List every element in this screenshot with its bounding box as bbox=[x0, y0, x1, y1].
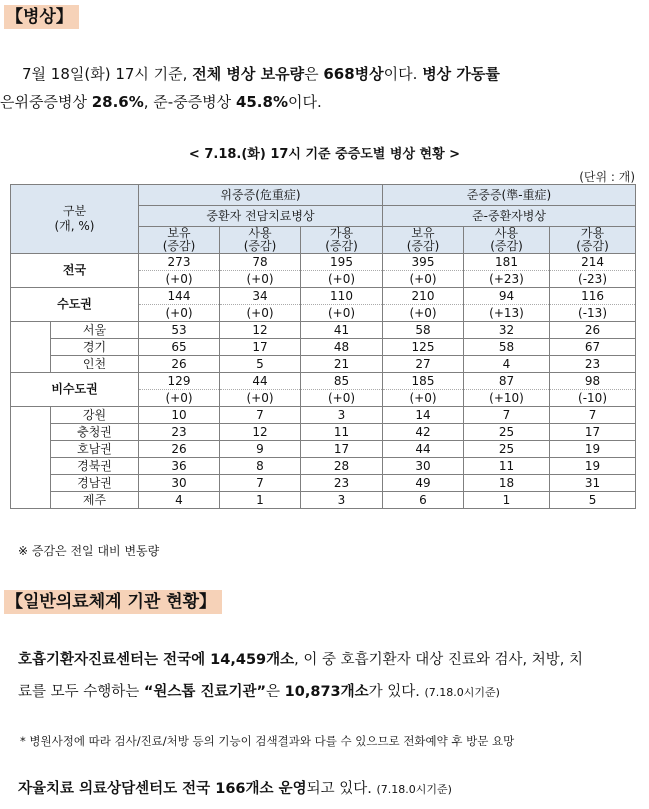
cell-value: 7 bbox=[464, 407, 550, 424]
general-line-1 bbox=[18, 648, 583, 669]
cell-value: 125 bbox=[383, 339, 464, 356]
cell-value: 21 bbox=[301, 356, 383, 373]
header-col-label: 보유 bbox=[411, 226, 435, 240]
cell-value: 25 bbox=[464, 441, 550, 458]
table-row bbox=[11, 254, 636, 271]
cell-value: 23 bbox=[550, 356, 636, 373]
cell-value: 17 bbox=[301, 441, 383, 458]
cell-value: 48 bbox=[301, 339, 383, 356]
row-name: 경북권 bbox=[51, 458, 139, 475]
cell-value: 44 bbox=[383, 441, 464, 458]
header-col-sub: (증감) bbox=[490, 239, 523, 253]
row-name: 경남권 bbox=[51, 475, 139, 492]
intro-line-1 bbox=[22, 63, 500, 84]
cell-value: 23 bbox=[301, 475, 383, 492]
header-col bbox=[220, 227, 301, 254]
cell-value: 12 bbox=[220, 424, 301, 441]
row-indent bbox=[11, 322, 51, 373]
header-col bbox=[464, 227, 550, 254]
general-text: , 이 중 호흡기환자 대상 진료와 검사, 처방, 치 bbox=[294, 652, 583, 668]
header-category bbox=[11, 185, 139, 254]
table-row bbox=[11, 492, 636, 509]
table-row bbox=[11, 407, 636, 424]
header-col-label: 가용 bbox=[329, 226, 354, 240]
header-group-critical: 위중증(危重症) bbox=[139, 185, 383, 206]
cell-value: 7 bbox=[220, 475, 301, 492]
cell-value: 129 bbox=[139, 373, 220, 390]
intro-bold: 28.6% bbox=[91, 93, 144, 111]
cell-value: 395 bbox=[383, 254, 464, 271]
cell-delta: (+0) bbox=[383, 390, 464, 407]
table-row bbox=[11, 339, 636, 356]
intro-text: 이다. bbox=[383, 65, 423, 83]
general-bold: 10,873개소 bbox=[284, 684, 369, 700]
general-line-2 bbox=[18, 680, 500, 701]
header-col-label: 보유 bbox=[167, 226, 191, 240]
header-group-critical-sub: 중환자 전담치료병상 bbox=[139, 206, 383, 227]
cell-value: 49 bbox=[383, 475, 464, 492]
cell-value: 5 bbox=[550, 492, 636, 509]
row-indent bbox=[11, 407, 51, 509]
table-row bbox=[11, 424, 636, 441]
cell-value: 78 bbox=[220, 254, 301, 271]
row-name: 경기 bbox=[51, 339, 139, 356]
intro-text: , 준-중증병상 bbox=[143, 93, 236, 111]
intro-bold: 668병상 bbox=[323, 65, 384, 83]
cell-value: 144 bbox=[139, 288, 220, 305]
header-col-label: 사용 bbox=[494, 226, 519, 240]
cell-value: 87 bbox=[464, 373, 550, 390]
row-name: 전국 bbox=[11, 254, 139, 288]
intro-text: 은 bbox=[304, 65, 324, 83]
general-note: * 병원사정에 따라 검사/진료/처방 등의 기능이 검색결과와 다를 수 있으므로 전화예약 후 방문 요망 bbox=[20, 734, 515, 748]
cell-value: 6 bbox=[383, 492, 464, 509]
header-col-sub: (증감) bbox=[243, 239, 277, 253]
table-row bbox=[11, 458, 636, 475]
cell-value: 67 bbox=[550, 339, 636, 356]
cell-delta: (+10) bbox=[464, 390, 550, 407]
intro-bold: 45.8% bbox=[235, 93, 288, 111]
cell-value: 4 bbox=[139, 492, 220, 509]
table-row bbox=[11, 441, 636, 458]
general-date: (7.18.0시기준) bbox=[376, 783, 452, 796]
cell-delta: (+23) bbox=[464, 271, 550, 288]
section-title-general: 【일반의료체계 기관 현황】 bbox=[4, 590, 222, 614]
header-col-sub: (증감) bbox=[406, 239, 440, 253]
intro-bold: 전체 병상 보유량 bbox=[192, 65, 305, 83]
bed-status-table bbox=[10, 184, 636, 509]
header-label: 구분 bbox=[62, 204, 87, 218]
cell-value: 94 bbox=[464, 288, 550, 305]
cell-value: 26 bbox=[550, 322, 636, 339]
cell-value: 10 bbox=[139, 407, 220, 424]
cell-value: 273 bbox=[139, 254, 220, 271]
cell-value: 4 bbox=[464, 356, 550, 373]
row-name: 수도권 bbox=[11, 288, 139, 322]
unit-label: (단위 : 개) bbox=[579, 170, 635, 184]
general-text: 료를 모두 수행하는 bbox=[18, 684, 144, 700]
cell-value: 11 bbox=[464, 458, 550, 475]
cell-delta: (-23) bbox=[550, 271, 636, 288]
cell-value: 58 bbox=[464, 339, 550, 356]
header-col-sub: (증감) bbox=[576, 239, 609, 253]
cell-delta: (+0) bbox=[220, 305, 301, 322]
header-col bbox=[383, 227, 464, 254]
header-col-sub: (증감) bbox=[162, 239, 196, 253]
cell-value: 85 bbox=[301, 373, 383, 390]
cell-value: 8 bbox=[220, 458, 301, 475]
table-row bbox=[11, 373, 636, 390]
intro-text: 이다. bbox=[287, 93, 322, 111]
row-name: 서울 bbox=[51, 322, 139, 339]
cell-value: 5 bbox=[220, 356, 301, 373]
cell-value: 42 bbox=[383, 424, 464, 441]
table-row bbox=[11, 322, 636, 339]
general-line-3 bbox=[18, 777, 452, 798]
header-sub: (개, %) bbox=[54, 219, 95, 233]
cell-value: 1 bbox=[464, 492, 550, 509]
header-col bbox=[550, 227, 636, 254]
cell-value: 34 bbox=[220, 288, 301, 305]
cell-value: 3 bbox=[301, 407, 383, 424]
cell-value: 19 bbox=[550, 458, 636, 475]
cell-value: 1 bbox=[220, 492, 301, 509]
section-title-beds: 【병상】 bbox=[4, 5, 79, 29]
cell-value: 41 bbox=[301, 322, 383, 339]
cell-value: 26 bbox=[139, 356, 220, 373]
intro-bold: 병상 가동률 bbox=[422, 65, 500, 83]
table-row bbox=[11, 288, 636, 305]
row-name: 인천 bbox=[51, 356, 139, 373]
row-name: 충청권 bbox=[51, 424, 139, 441]
general-bold: 자율치료 의료상담센터도 전국 166개소 운영 bbox=[18, 781, 307, 797]
general-text: 은 bbox=[266, 684, 285, 700]
general-text: 되고 있다. bbox=[306, 781, 377, 797]
header-group-semi: 준중증(準-重症) bbox=[383, 185, 636, 206]
general-bold: “원스톱 진료기관” bbox=[143, 684, 267, 700]
cell-value: 7 bbox=[220, 407, 301, 424]
cell-delta: (+0) bbox=[383, 271, 464, 288]
general-text: 가 있다. bbox=[368, 684, 425, 700]
cell-value: 32 bbox=[464, 322, 550, 339]
cell-delta: (+0) bbox=[139, 390, 220, 407]
cell-value: 25 bbox=[464, 424, 550, 441]
header-group-semi-sub: 준-중환자병상 bbox=[383, 206, 636, 227]
cell-value: 116 bbox=[550, 288, 636, 305]
cell-value: 17 bbox=[550, 424, 636, 441]
general-bold: 호흡기환자진료센터는 전국에 14,459개소 bbox=[18, 652, 295, 668]
cell-value: 30 bbox=[139, 475, 220, 492]
footnote: ※ 증감은 전일 대비 변동량 bbox=[18, 544, 160, 558]
cell-value: 185 bbox=[383, 373, 464, 390]
intro-text: 7월 18일(화) 17시 기준, bbox=[22, 65, 193, 83]
row-name: 호남권 bbox=[51, 441, 139, 458]
cell-value: 9 bbox=[220, 441, 301, 458]
cell-value: 65 bbox=[139, 339, 220, 356]
cell-value: 19 bbox=[550, 441, 636, 458]
cell-value: 195 bbox=[301, 254, 383, 271]
header-col bbox=[301, 227, 383, 254]
cell-value: 53 bbox=[139, 322, 220, 339]
cell-value: 98 bbox=[550, 373, 636, 390]
header-col-label: 사용 bbox=[248, 226, 272, 240]
cell-value: 44 bbox=[220, 373, 301, 390]
cell-value: 7 bbox=[550, 407, 636, 424]
cell-value: 11 bbox=[301, 424, 383, 441]
table-row bbox=[11, 356, 636, 373]
row-name: 제주 bbox=[51, 492, 139, 509]
table-title: < 7.18.(화) 17시 기준 중증도별 병상 현황 > bbox=[188, 147, 461, 162]
cell-delta: (-13) bbox=[550, 305, 636, 322]
cell-delta: (+0) bbox=[301, 271, 383, 288]
cell-value: 36 bbox=[139, 458, 220, 475]
cell-value: 23 bbox=[139, 424, 220, 441]
cell-delta: (+0) bbox=[220, 390, 301, 407]
cell-value: 17 bbox=[220, 339, 301, 356]
cell-value: 18 bbox=[464, 475, 550, 492]
cell-value: 181 bbox=[464, 254, 550, 271]
cell-value: 3 bbox=[301, 492, 383, 509]
header-col bbox=[139, 227, 220, 254]
cell-value: 14 bbox=[383, 407, 464, 424]
cell-value: 31 bbox=[550, 475, 636, 492]
row-name: 강원 bbox=[51, 407, 139, 424]
cell-delta: (+0) bbox=[301, 305, 383, 322]
header-col-sub: (증감) bbox=[325, 239, 358, 253]
cell-value: 30 bbox=[383, 458, 464, 475]
cell-value: 214 bbox=[550, 254, 636, 271]
row-name: 비수도권 bbox=[11, 373, 139, 407]
cell-delta: (+0) bbox=[383, 305, 464, 322]
cell-value: 58 bbox=[383, 322, 464, 339]
general-date: (7.18.0시기준) bbox=[424, 686, 500, 699]
header-col-label: 가용 bbox=[580, 226, 605, 240]
table-row bbox=[11, 475, 636, 492]
cell-delta: (+0) bbox=[220, 271, 301, 288]
cell-delta: (-10) bbox=[550, 390, 636, 407]
intro-line-2 bbox=[0, 91, 322, 112]
cell-value: 26 bbox=[139, 441, 220, 458]
intro-text: 은위중증병상 bbox=[0, 93, 92, 111]
cell-delta: (+0) bbox=[139, 271, 220, 288]
cell-value: 27 bbox=[383, 356, 464, 373]
cell-delta: (+13) bbox=[464, 305, 550, 322]
cell-value: 28 bbox=[301, 458, 383, 475]
cell-value: 110 bbox=[301, 288, 383, 305]
cell-delta: (+0) bbox=[139, 305, 220, 322]
cell-value: 12 bbox=[220, 322, 301, 339]
cell-delta: (+0) bbox=[301, 390, 383, 407]
cell-value: 210 bbox=[383, 288, 464, 305]
